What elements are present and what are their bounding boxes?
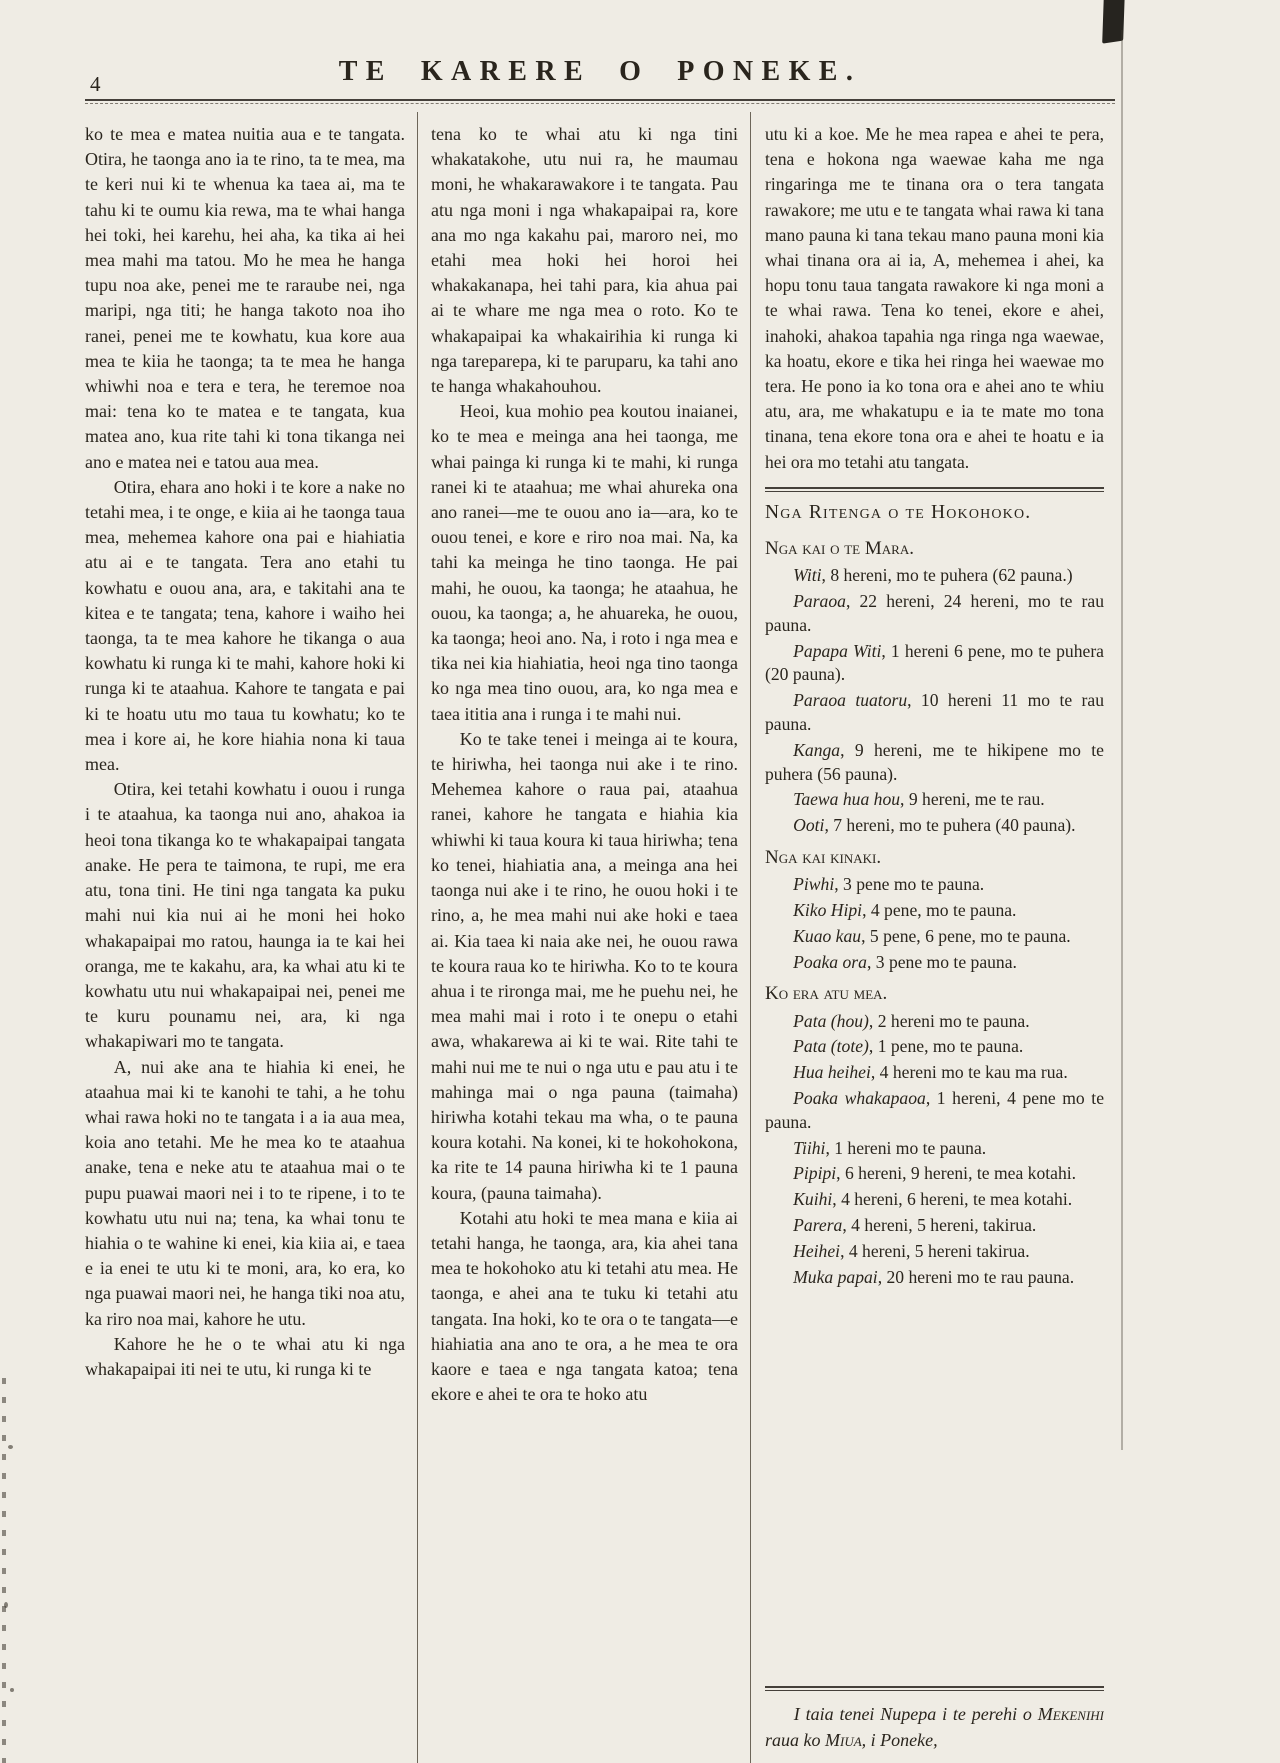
body-paragraph: Kahore he he o te whai atu ki nga whakapaipai iti nei te utu, ki runga ki te [85,1333,405,1379]
colophon-text [765,1701,1104,1753]
price-item [765,739,1104,787]
price-item-name: Kiko Hipi [793,900,863,921]
scan-edge-ticks [2,1378,6,1763]
price-item-name: Pipipi [793,1163,837,1184]
price-item-detail: , 4 hereni, 5 hereni, takirua. [842,1214,1037,1235]
price-item-detail: , 10 hereni 11 mo te rau pauna. [765,690,1104,735]
printer-name-1: Mekenihi [1037,1704,1104,1724]
column-3 [751,112,1104,1763]
price-item-name: Hua heihei [793,1062,871,1083]
price-item-name: Kuao kau [793,925,862,946]
price-item-detail: , 4 pene, mo te pauna. [862,900,1017,921]
price-item-detail: , 8 hereni, mo te puhera (62 pauna.) [821,565,1073,586]
price-item [765,689,1104,737]
price-item-name: Tiihi [793,1137,826,1158]
price-item-name: Kuihi [793,1189,833,1210]
price-item-name: Muka papai [793,1266,878,1287]
price-item [765,1087,1104,1135]
price-item [765,1266,1104,1290]
price-item [765,1240,1104,1264]
price-item-detail: , 6 hereni, 9 hereni, te mea kotahi. [836,1163,1077,1184]
price-item-name: Ooti [793,815,825,836]
text-columns [85,112,1117,1763]
price-item [765,788,1104,812]
body-paragraph: ko te mea e matea nuitia aua e te tangata. Otira, he taonga ano ia te rino, ta te mea, ma te keri nui ki te whenua ka taea ai, ma te tahu ki te oumu kia rewa, ma te whai hanga hei toki, hei karehu, hei aha, ka tika ai hei mea mahi ma tatou. Mo he mea he hanga tupu noa ake, penei me te raraube nei, nga maripi, nga titi; he hanga takoto noa iho ranei, penei me te kowhatu, kua kore aua mea te kiia he taonga; ta te mea he hanga whiwhi noa e tera e tera, he teremoe noa mai: tena ko te matea e te tangata, kua matea ano, kua rite tahi ki tona tikanga nei ano e matea nei e tatou aua mea. [85,124,405,472]
price-item-name: Witi [793,565,822,586]
colophon-pre: I taia tenei Nupepa i te perehi o [793,1704,1032,1724]
price-item-name: Kanga [793,739,841,760]
body-paragraph: Otira, kei tetahi kowhatu i ouou i runga i te ataahua, ka taonga nui ano, ahakoa ia heoi tona tikanga ko te whakapaipai tangata anake. He pera te taimona, te rupi, me era atu, tona tini. He tini nga tangata ka puku mahi nui kia nui ai he moni hei hoko whakapaipai mo ratou, haunga ia te kai hei oranga, me te kakahu, ara, ka whai atu ki te kowhatu utu nui whakapaipai nei, penei me te kuru pounamu nei, ara, ki nga whakapiwari mo te tangata. [85,779,405,1052]
price-item-name: Taewa hua hou [793,789,901,810]
price-item-name: Paraoa [793,591,846,612]
price-item-detail: , 1 hereni mo te pauna. [825,1137,987,1158]
price-item [765,951,1104,975]
scan-speck [4,1602,8,1608]
price-item [765,1061,1104,1085]
body-paragraph: Heoi, kua mohio pea koutou inaianei, ko te mea e meinga ana hei taonga, me whai painga ki runga ki te mahi, ki runga ranei ki te ataahua; me whai ahureka ona ano ranei—me te ouou ano ia—ara, ko te ouou tenei, e kore e riro noa mai. Na, ka tahi ka meinga he tino taonga. He pai mahi, he ouou, ka taonga; he ataahua, he ouou, ka taonga; a, he ahuareka, he ouou, ka taonga; heoi ano. Na, i roto i nga mea e tika nei kia hiahiatia, heoi nga tino taonga ko nga mea tino ouou, ara, ko nga mea e taea ititia ana i runga i te mahi nui. [431,401,738,724]
body-paragraph: utu ki a koe. Me he mea rapea e ahei te pera, tena e hokona nga waewae kaha me nga ringaringa me te tinana ora o tera tangata rawakore; me utu e te tangata whai rawa ki tana mano pauna ki tana tekau mano pauna moni kia whai tinana ora ai ia, A, mehemea i ahei, ka hopu tonu taua tangata rawakore ki nga moni a te whai rawa. Tena ko tenei, ekore e ahei, inahoki, ahakoa tapahia nga ringa nga waewae, ka hoatu, ekore e tika hei ringa hei waewae mo tera. He pono ia ko tona ora e ahei ano te whiu atu, ara, me whakatupu e ia te mate mo tona tinana, tena ekore tona ora e ahei te hoatu e ia hei ora mo tetahi atu tangata. [765,124,1104,472]
price-item-detail: , 2 hereni mo te pauna. [868,1010,1030,1031]
price-item-detail: , 3 pene mo te pauna. [866,951,1017,972]
price-item [765,1162,1104,1186]
column-1 [85,112,417,1763]
masthead-rule [85,99,1115,104]
price-item-name: Parera [793,1214,843,1235]
market-section-heading: Nga Ritenga o te Hokohoko. [765,501,1032,523]
colophon-divider [765,1686,1104,1691]
price-item [765,640,1104,688]
price-item-detail: , 20 hereni mo te rau pauna. [877,1266,1075,1287]
price-item [765,899,1104,923]
price-item-detail: , 5 pene, 6 pene, mo te pauna. [861,925,1071,946]
printer-name-2: Miua [825,1730,862,1750]
price-item-detail: , 9 hereni, me te rau. [900,789,1045,810]
price-item [765,814,1104,838]
masthead-rule-bottom [85,103,1115,104]
body-paragraph: Ko te take tenei i meinga ai te koura, te hiriwha, hei taonga nui ake i te rino. Mehemea kahore o raua pai, ataahua ranei, kahore he tangata e hiahia kia whiwhi ki taua koura ki taua hiriwha; tena ko tenei, hiahiatia ana, a meinga ana hei taonga nui ake i te rino, he ouou hoki i te rino, a, he mea mahi nui ake hoki e taea ai. Kia taea ki naia ake nei, he ouou rawa te koura raua ko te hiriwha. Ko to te koura ahua i te rironga mai, me he puehu nei, he mea mahi mai i roto i te onepu o etahi awa, whakarewa ai ki te wai. Rite tahi te mahi nui me te nui o nga utu e pau atu i te mahinga mai o nga pauna (taimaha) hiriwha kotahi tekau ma wha, o te pauna koura kotahi. Na konei, ki te hokohokona, ka rite te 14 pauna hiriwha ki te 1 pauna koura, (pauna taimaha). [431,728,738,1203]
price-item-detail: , 1 pene, mo te pauna. [868,1036,1024,1057]
price-item [765,1035,1104,1059]
price-item [765,1214,1104,1238]
price-item-name: Pata (hou) [793,1010,869,1031]
body-paragraph: A, nui ake ana te hiahia ki enei, he ataahua mai ki te kanohi te tahi, a he tohu whai rawa hoki no te tangata i a ia aua mea, koia ano tetahi. Me he mea ko te ataahua anake, tena e neke atu te ataahua mai o te pupu puawai maori nei i to te ripene, i to te kowhatu utu nui na; tena, ka whai tonu te hiahia o te wahine ki enei, kia kiia ai, e taea e ia enei te utu ki te moni, ara, ko era, ko nga puawai maori nei, he hanga tiki noa atu, ka riro noa mai, kahore he utu. [85,1056,405,1329]
price-item [765,925,1104,949]
price-item-detail: , 4 hereni, 5 hereni takirua. [840,1240,1030,1261]
price-item [765,1010,1104,1034]
price-item [765,873,1104,897]
price-item-name: Heihei [793,1240,841,1261]
price-item-detail: , 1 hereni 6 pene, mo te puhera (20 pauna). [765,640,1104,685]
body-paragraph: Otira, ehara ano hoki i te kore a nake no tetahi mea, i te onge, e kiia ai he taonga taua mea, mehemea kahore ona pai e hiahiatia atu ai e te tangata. Tera ano etahi tu kowhatu e ouou ana, ara, e takitahi ana te kitea e te tangata; tena, kahore i waiho hei taonga, ta te mea kahore he tikanga o aua kowhatu ki runga ki te mahi, kahore hoki ki runga ki te ataahua. Kahore te tangata e pai ki te hoatu utu mo taua tu kowhatu; ko te mea i kore ai, he kore hiahia nona ki taua mea. [85,476,405,775]
section-divider [765,487,1104,492]
price-item-detail: , 4 hereni mo te kau ma rua. [870,1062,1068,1083]
market-group-heading: Nga kai o te Mara. [765,538,914,560]
price-item-detail: , 4 hereni, 6 hereni, te mea kotahi. [832,1189,1073,1210]
price-item-name: Paraoa tuatoru [793,690,908,711]
price-item-name: Poaka whakapaoa [793,1088,926,1108]
price-item-detail: , 1 hereni, 4 pene mo te pauna. [765,1088,1104,1132]
scan-page-edge-line [1121,30,1123,1450]
price-item-detail: , 22 hereni, 24 hereni, mo te rau pauna. [765,591,1104,635]
scan-speck [10,1688,14,1692]
market-group-heading: Ko era atu mea. [765,983,888,1005]
scan-speck [8,1445,13,1449]
price-item [765,1188,1104,1212]
price-item [765,1137,1104,1161]
colophon-post: , i Poneke, [861,1730,938,1750]
market-group-heading: Nga kai kinaki. [765,847,882,869]
body-paragraph: Kotahi atu hoki te mea mana e kiia ai tetahi hanga, he taonga, ara, kia ahei tana mea te hokohoko atu ki tetahi atu mea. He taonga, e ahei ana te tuku ki tetahi atu tangata. Ina hoki, ko te ora o te tangata—e hiahiatia ana ano te ora, a he mea te ora kaore e taea e nga tangata katoa; tena ekore e ahei te ora te hoko atu [431,1207,738,1405]
price-item [765,564,1104,588]
colophon [765,1674,1104,1763]
price-item-detail: , 3 pene mo te pauna. [834,874,985,895]
body-paragraph: tena ko te whai atu ki nga tini whakatakohe, utu nui ra, he maumau moni, he whakarawakore i te tangata. Pau atu nga moni i nga whakapaipai ra, kore ana mo nga kakahu pai, maroro nei, mo etahi mea hoki hei horoi hei whakakanapa, hei tahi para, kia ahua pai ai te whare me nga mea o roto. Ko te whakapaipai ka whakairihia ki runga ki nga tareparepa, ki te paruparu, ka tahi ano te hanga whakahouhou. [431,124,738,397]
colophon-mid: raua ko [765,1730,821,1750]
price-item-name: Piwhi [793,874,835,895]
price-item-detail: , 7 hereni, mo te puhera (40 pauna). [824,815,1076,836]
price-item-name: Pata (tote) [793,1036,869,1057]
price-item-name: Poaka ora [793,951,867,972]
column-2 [418,112,750,1763]
price-item [765,590,1104,638]
price-item-name: Papapa Witi [793,640,882,661]
masthead-rule-top [85,99,1115,101]
page-number: 4 [90,72,101,96]
masthead-title: TE KARERE O PONEKE. [338,56,862,87]
price-item-detail: , 9 hereni, me te hikipene mo te puhera (56 pauna). [765,739,1104,784]
